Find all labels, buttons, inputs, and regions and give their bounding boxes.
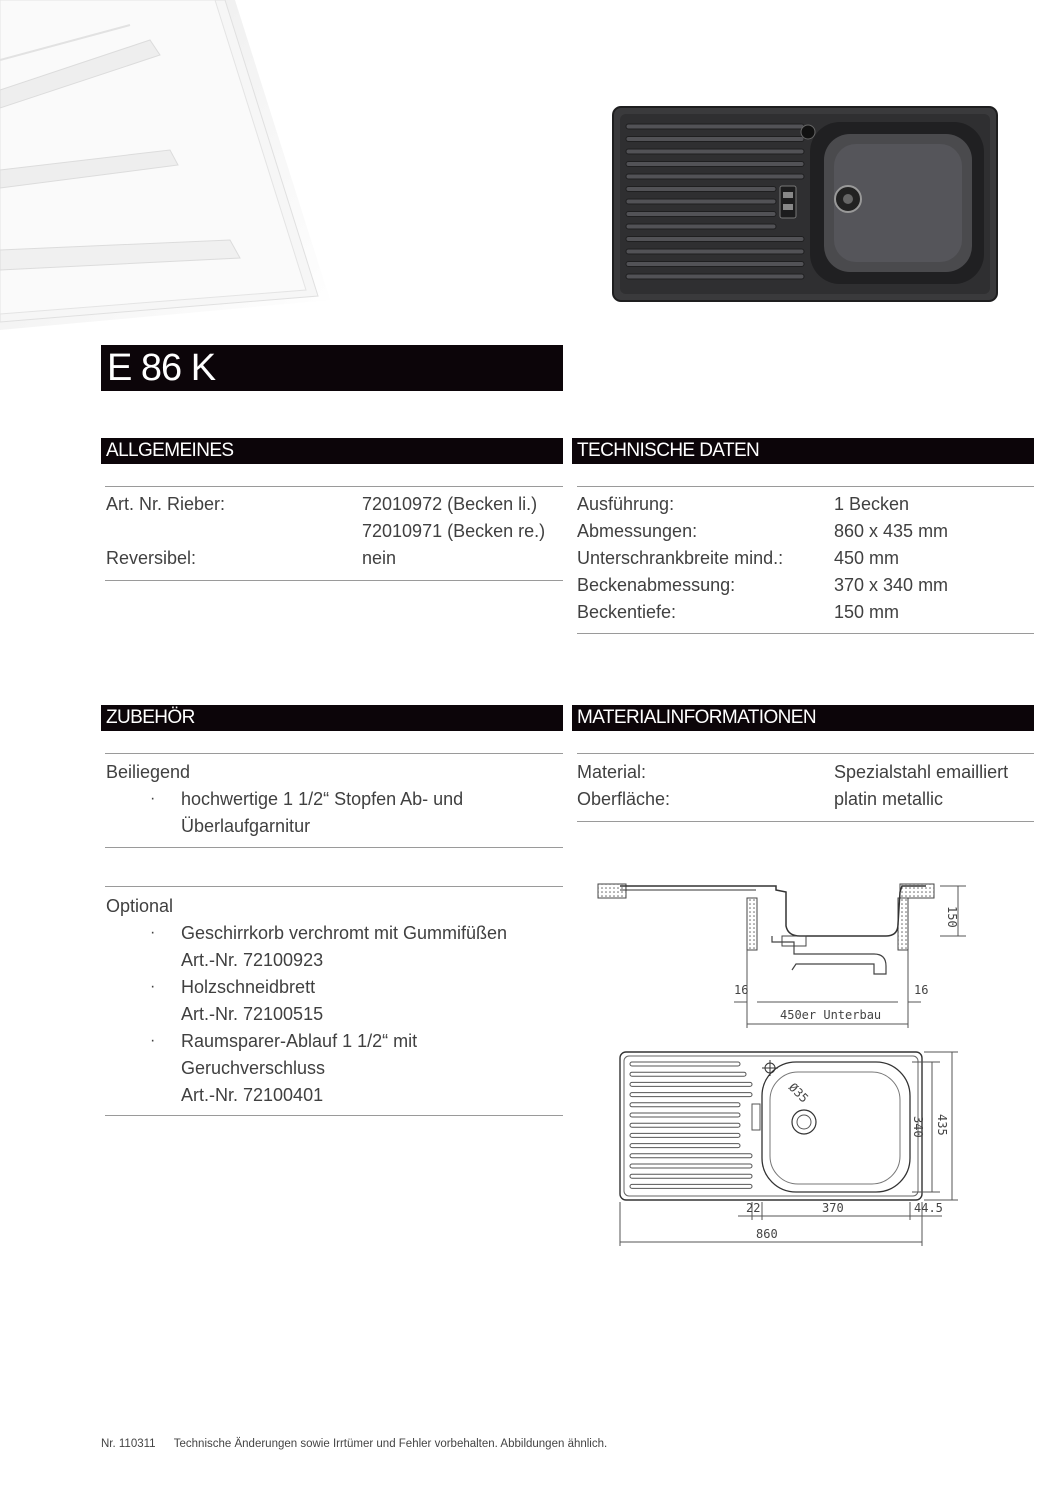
section-header-technische-daten: TECHNISCHE DATEN — [572, 438, 1034, 464]
drainboard-rib — [626, 149, 804, 154]
value-beckentiefe: 150 mm — [834, 602, 900, 622]
beiliegend-item-line: Überlaufgarnitur — [181, 816, 311, 836]
value-ausfuehrung: 1 Becken — [834, 494, 910, 514]
footer — [101, 1438, 607, 1450]
drainboard-rib — [626, 187, 776, 192]
optional-title: Optional — [106, 896, 174, 916]
bullet: · — [150, 924, 156, 941]
drainboard-rib — [626, 224, 776, 229]
label-reversibel: Reversibel: — [106, 548, 197, 568]
dim-left-offset: 16 — [734, 983, 749, 997]
divider — [105, 486, 563, 487]
drainboard-rib — [626, 137, 804, 142]
value-reversibel: nein — [362, 548, 397, 568]
side-view-drawing — [596, 878, 976, 1028]
divider — [105, 753, 563, 754]
dim-left-margin: 22 — [746, 1201, 761, 1215]
bullet: · — [150, 978, 156, 995]
optional-item-line: Art.-Nr. 72100923 — [181, 950, 324, 970]
dim-cabinet: 450er Unterbau — [780, 1008, 882, 1022]
dim-height: 150 — [945, 906, 959, 928]
divider — [105, 1115, 563, 1116]
divider — [105, 886, 563, 887]
drainboard-rib — [626, 124, 804, 129]
label-unterschrankbreite: Unterschrankbreite mind.: — [577, 548, 784, 568]
decorative-sink-graphic — [0, 0, 340, 330]
value-art-nr-right: 72010971 (Becken re.) — [362, 521, 546, 541]
value-unterschrankbreite: 450 mm — [834, 548, 900, 568]
dim-bowl-height: 340 — [911, 1116, 925, 1138]
dim-total-height: 435 — [935, 1114, 949, 1136]
drainboard-rib — [626, 237, 804, 242]
beiliegend-title: Beiliegend — [106, 762, 191, 782]
label-beckentiefe: Beckentiefe: — [577, 602, 677, 622]
dim-drain: Ø35 — [785, 1080, 812, 1106]
dim-right-margin: 44.5 — [914, 1201, 943, 1215]
drainboard-rib — [626, 262, 804, 267]
top-view-drawing — [612, 1046, 980, 1250]
dim-right-offset: 16 — [914, 983, 929, 997]
section-header-zubehoer: ZUBEHÖR — [101, 705, 563, 731]
label-material: Material: — [577, 762, 647, 782]
value-art-nr-left: 72010972 (Becken li.) — [362, 494, 538, 514]
value-beckenabmessung: 370 x 340 mm — [834, 575, 949, 595]
value-oberflaeche: platin metallic — [834, 789, 944, 809]
drainboard-rib — [626, 162, 804, 167]
label-ausfuehrung: Ausführung: — [577, 494, 675, 514]
dim-bowl-width: 370 — [822, 1201, 844, 1215]
value-abmessungen: 860 x 435 mm — [834, 521, 949, 541]
optional-item-line: Art.-Nr. 72100401 — [181, 1085, 324, 1105]
bullet: · — [150, 790, 156, 807]
model-title: E 86 K — [101, 345, 563, 391]
optional-item-line: Geschirrkorb verchromt mit Gummifüßen — [181, 923, 508, 943]
optional-item-line: Art.-Nr. 72100515 — [181, 1004, 324, 1024]
label-abmessungen: Abmessungen: — [577, 521, 698, 541]
optional-item-line: Holzschneidbrett — [181, 977, 316, 997]
drainboard-rib — [626, 274, 804, 279]
divider — [105, 847, 563, 848]
divider — [105, 580, 563, 581]
optional-item-line: Raumsparer-Ablauf 1 1/2“ mit — [181, 1031, 418, 1051]
footer-number: Nr. 110311 — [101, 1438, 156, 1450]
label-art-nr: Art. Nr. Rieber: — [106, 494, 226, 514]
divider — [577, 821, 1034, 822]
optional-item-line: Geruchverschluss — [181, 1058, 326, 1078]
footer-disclaimer: Technische Änderungen sowie Irrtümer und Fehler vorbehalten. Abbildungen ähnlich. — [173, 1438, 608, 1450]
divider — [577, 633, 1034, 634]
divider — [577, 486, 1034, 487]
drainboard-rib — [626, 249, 804, 254]
dim-total-width: 860 — [756, 1227, 778, 1241]
bullet: · — [150, 1032, 156, 1049]
beiliegend-item-line: hochwertige 1 1/2“ Stopfen Ab- und — [181, 789, 464, 809]
sink-product-image — [612, 106, 998, 302]
label-oberflaeche: Oberfläche: — [577, 789, 671, 809]
drainboard-rib — [626, 199, 776, 204]
label-beckenabmessung: Beckenabmessung: — [577, 575, 736, 595]
drainboard-rib — [626, 174, 804, 179]
section-header-materialinformationen: MATERIALINFORMATIONEN — [572, 705, 1034, 731]
divider — [577, 753, 1034, 754]
value-material: Spezialstahl emailliert — [834, 762, 1009, 782]
drainboard-rib — [626, 212, 776, 217]
section-header-allgemeines: ALLGEMEINES — [101, 438, 563, 464]
